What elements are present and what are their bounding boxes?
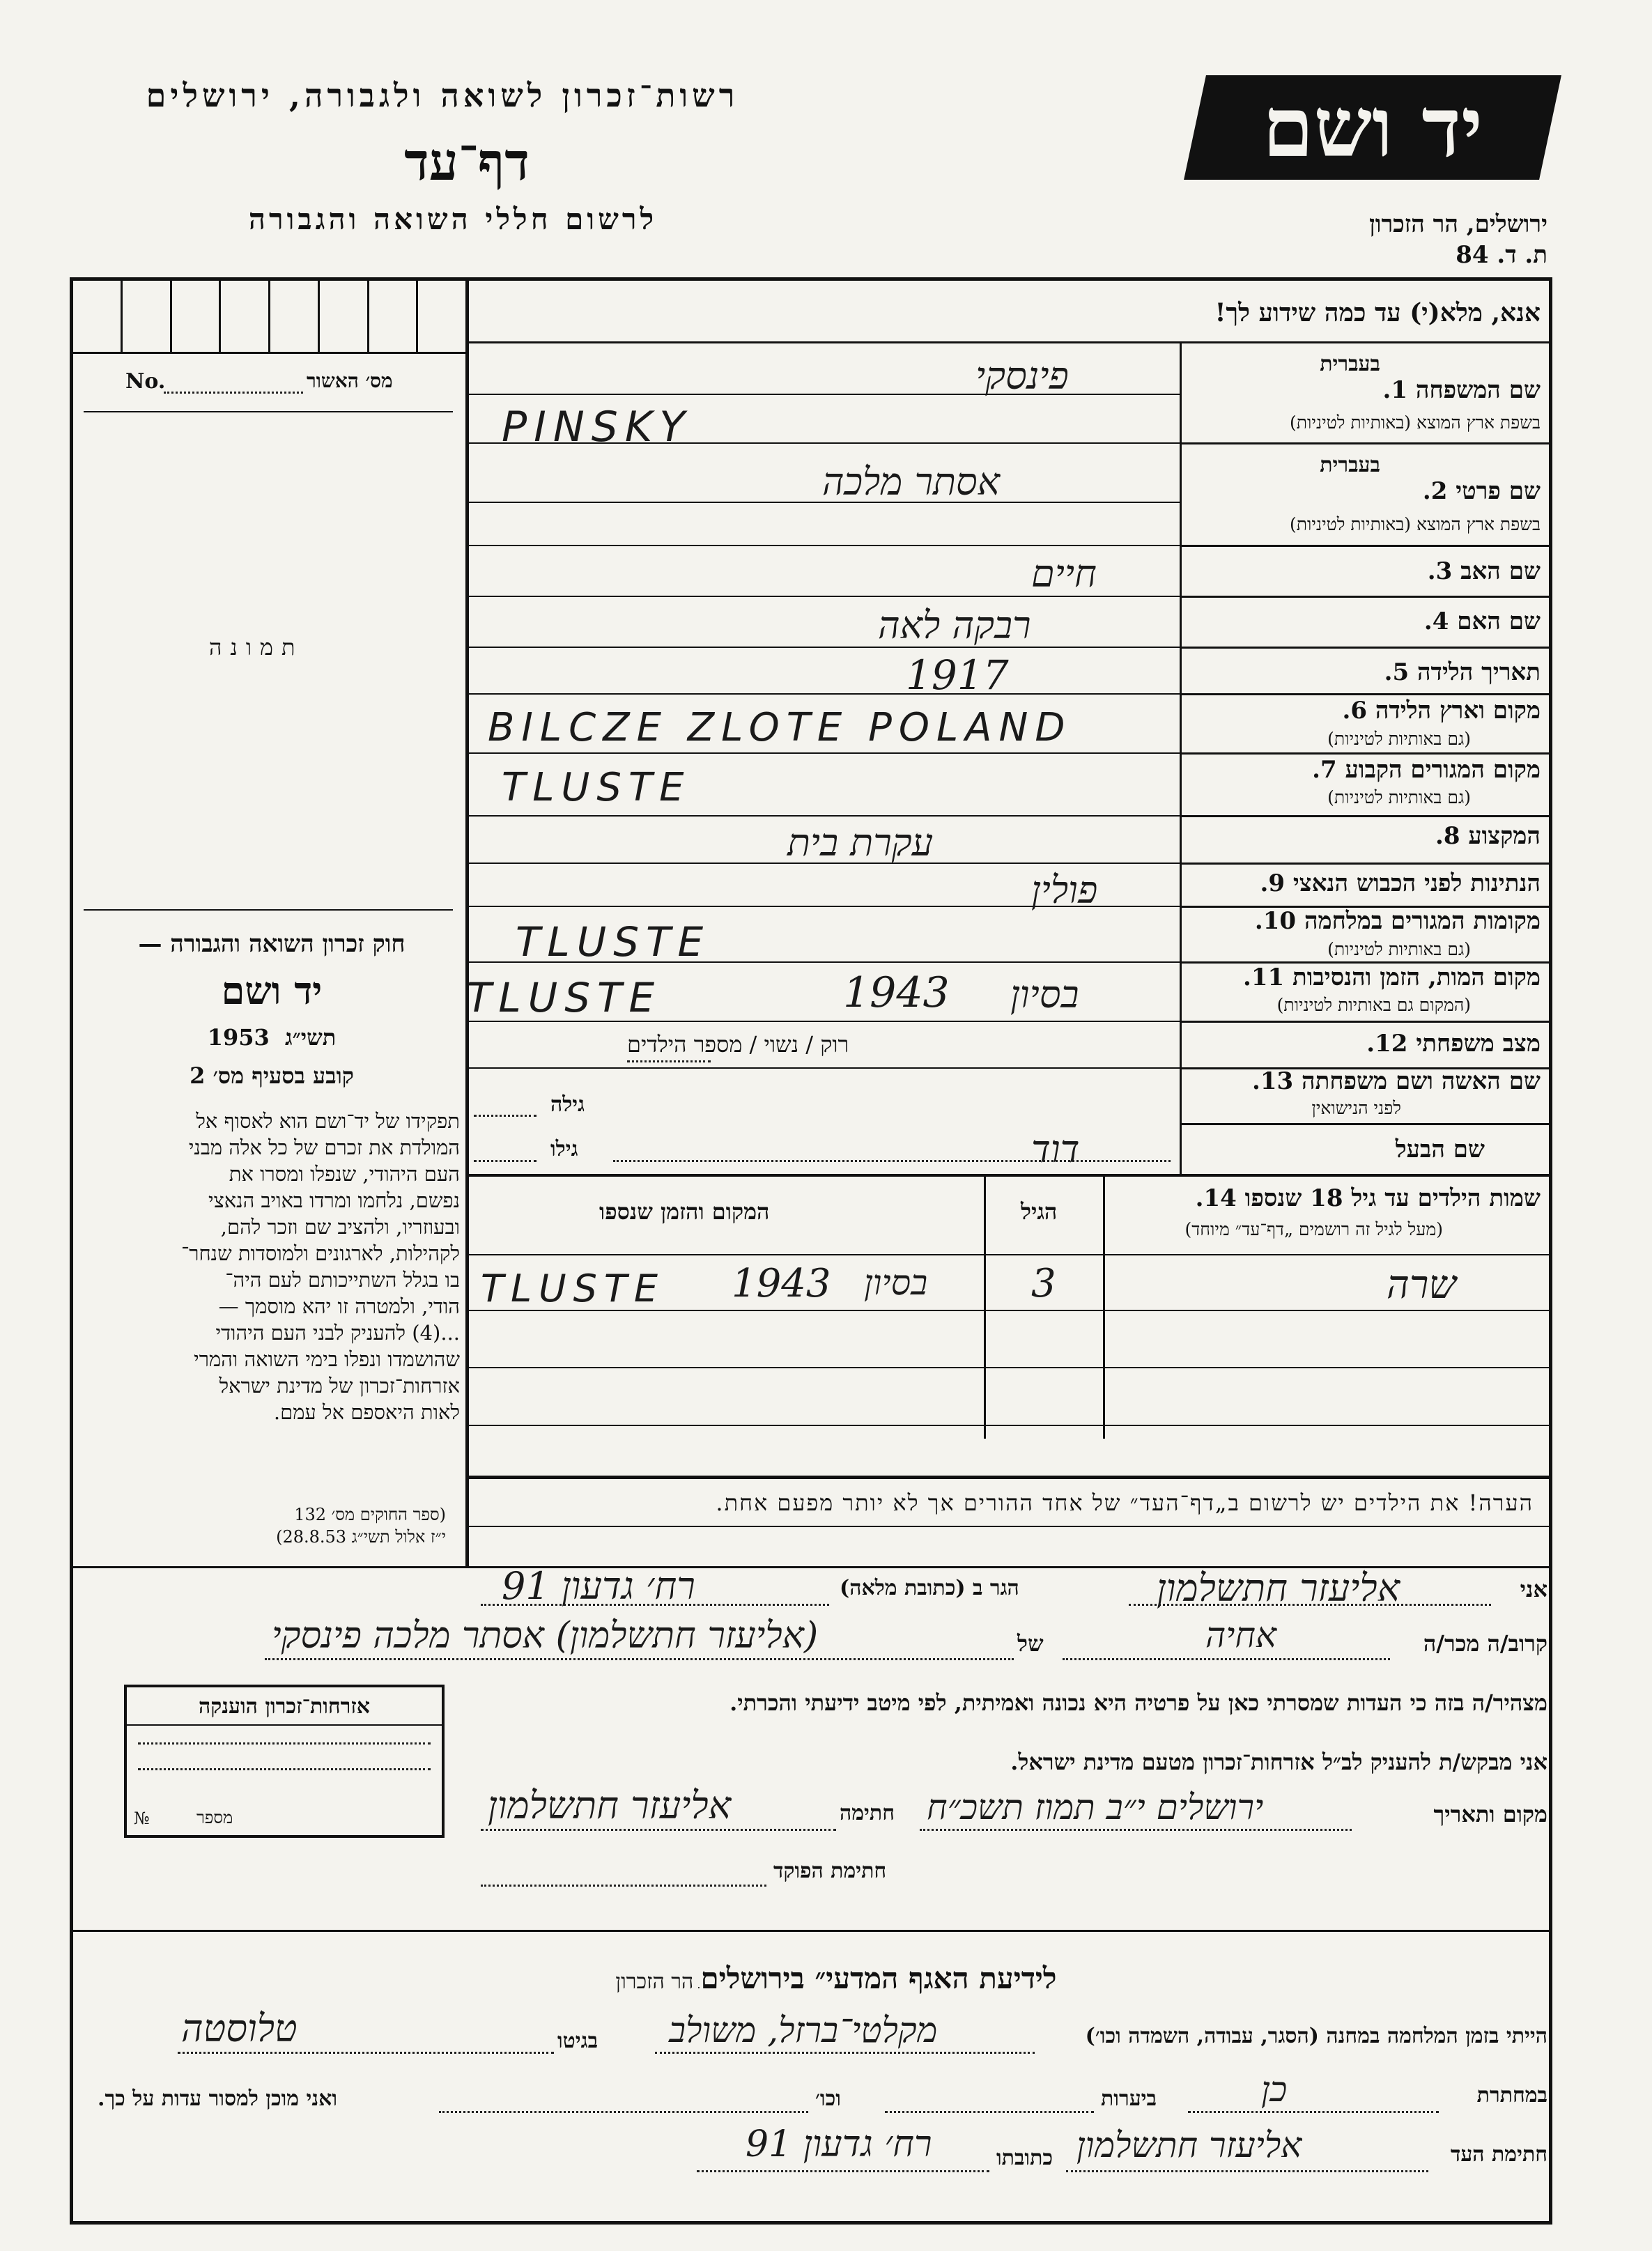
witness-address-label: כתובתו xyxy=(996,2146,1053,2170)
ghetto-value: טלוסטה xyxy=(181,2006,298,2050)
child-place: TLUSTE xyxy=(481,1267,665,1310)
children-sub: (מעל לגיל זה רושמים „דף־עד״ מיוחד) xyxy=(1184,1219,1443,1239)
ready-text: ואני מוכן למסור עדות על כך. xyxy=(98,2087,338,2111)
field7-label: מקום המגורים הקבוע 7. xyxy=(1312,756,1541,784)
field1-latin-value: PINSKY xyxy=(502,403,692,451)
decl-signature-label: חתימה xyxy=(840,1801,895,1825)
field4-label: שם האם 4. xyxy=(1423,608,1541,635)
camp-line: הייתי בזמן המלחמה במחנה (הסגר, עבודה, השמדה וכו׳) xyxy=(1085,2024,1547,2048)
etc-label: וכו׳ xyxy=(815,2087,841,2111)
logo-text: יד ושם xyxy=(1262,79,1483,176)
husband-age-label: גילו xyxy=(550,1137,578,1161)
law-title: חוק זכרון השואה והגבורה — xyxy=(138,930,406,958)
decl-relation: אחיה xyxy=(1205,1615,1277,1655)
field7-value: TLUSTE xyxy=(502,765,691,810)
child-year: 1943 xyxy=(732,1261,831,1306)
decl-ani: אני xyxy=(1520,1576,1547,1602)
field13-label: שם האשה ושם משפחתה 13. xyxy=(1252,1067,1541,1095)
law-ref2: י״ז אלול תשי״ג 28.8.53) xyxy=(276,1527,446,1547)
record-no-label: מס׳ האשור xyxy=(307,369,393,392)
decl-of-value: (אליעזר חתשלמון) אסתר מלכה פינסקי xyxy=(272,1615,819,1657)
field9-label: הנתינות לפני הכבוש הנאצי 9. xyxy=(1260,869,1541,897)
field5-label: תאריך הלידה 5. xyxy=(1384,658,1541,686)
col-age: הגיל xyxy=(1021,1198,1058,1225)
field2-label: שם פרטי 2. xyxy=(1422,477,1541,505)
instruction: אנא, מלא(י) עד כמה שידוע לך! xyxy=(1214,298,1541,327)
authority-title: רשות־זכרון לשואה ולגבורה, ירושלים xyxy=(146,77,739,114)
po-box: ת. ד. 84 xyxy=(1456,241,1547,269)
field5-value: 1917 xyxy=(906,651,1009,699)
field13-sub: לפני הנישואין xyxy=(1311,1098,1401,1118)
field2-lang: בעברית xyxy=(1320,453,1380,477)
hiding-value: כן xyxy=(1261,2069,1288,2110)
citizenship-title: אזרחות־זכרון הוענקה xyxy=(127,1687,442,1726)
decl-place-date-label: מקום ותאריך xyxy=(1433,1801,1547,1827)
husband-label: שם הבעל xyxy=(1395,1136,1485,1163)
footer-title: לידיעת האגף המדעי״ בירושלים. הר הזכרון xyxy=(615,1961,1057,1995)
decl-request: אני מבקש/ת להעניק לב״ל אזרחות־זכרון מטעם מדינת ישראל. xyxy=(1010,1749,1547,1775)
witness-sig-label: חתימת העד xyxy=(1450,2142,1547,2167)
note: הערה! את הילדים יש לרשום ב„דף־העד״ של אחד ההורים אך לא יותר מפעם אחת. xyxy=(716,1490,1534,1516)
field12-options: רוק / נשוי / מספר הילדים xyxy=(627,1031,849,1058)
field10-label: מקומות המגורים במלחמה 10. xyxy=(1254,907,1541,935)
child-month: בסיון xyxy=(864,1262,928,1303)
decl-of: של xyxy=(1017,1630,1044,1657)
field11-value-year: 1943 xyxy=(843,968,950,1017)
field4-value: רבקה לאה xyxy=(878,603,1031,647)
field2-sub: בשפת ארץ המוצא (באותיות לטיניות) xyxy=(1290,514,1541,534)
field11-sub: (המקום גם באותיות לטיניות) xyxy=(1276,995,1471,1015)
field1-label: שם המשפחה 1. xyxy=(1382,376,1541,404)
witness-sig: אליעזר חתשלמון xyxy=(1076,2125,1302,2165)
field1-sub: בשפת ארץ המוצא (באותיות לטיניות) xyxy=(1290,412,1541,433)
decl-signature: אליעזר חתשלמון xyxy=(488,1784,732,1827)
field11-value: TLUSTE xyxy=(467,974,662,1021)
field6-label: מקום וארץ הלידה 6. xyxy=(1342,697,1541,725)
field12-label: מצב משפחתי 12. xyxy=(1366,1030,1541,1058)
field6-value: BILCZE ZLOTE POLAND xyxy=(488,705,1072,750)
yad-vashem-logo xyxy=(1184,75,1561,180)
declarant-name: אליעזר חתשלמון xyxy=(1157,1566,1400,1610)
field1-lang: בעברית xyxy=(1320,352,1380,376)
child-name: שרה xyxy=(1387,1262,1456,1308)
field10-sub: (גם באותיות לטיניות) xyxy=(1327,939,1471,959)
officer-signature-label: חתימת הפוקד xyxy=(773,1859,887,1883)
law-name: יד ושם xyxy=(221,968,323,1013)
photo-label: תמונה xyxy=(209,634,304,660)
camp-value: מקלטי־ברזל, משולב xyxy=(669,2010,938,2050)
field6-sub: (גם באותיות לטיניות) xyxy=(1327,729,1471,749)
field10-value: TLUSTE xyxy=(516,918,711,966)
decl-statement: מצהיר/ה בזה כי העדות שמסרתי כאן על פרטיה היא נכונה ואמיתית, לפי מיטב ידיעתי והכרתי. xyxy=(729,1689,1547,1716)
law-ref1: (ספר החוקים מס׳ 132 xyxy=(294,1505,446,1524)
field11-value-month: בסיון xyxy=(1010,973,1079,1016)
col-place: המקום והזמן שנספו xyxy=(599,1198,770,1225)
decl-residing: הגר ב (כתובת מלאה) xyxy=(840,1576,1019,1600)
citizenship-no-label: מספר xyxy=(196,1808,233,1827)
field1-hebrew-value: פינסקי xyxy=(975,354,1069,398)
husband-value: דוד xyxy=(1031,1127,1080,1171)
field3-value: חיים xyxy=(1031,552,1097,596)
decl-place-date: ירושלים י״ב תמוז תשכ״ח xyxy=(927,1787,1264,1827)
citizenship-no-symbol: № xyxy=(134,1809,150,1828)
forest-label: ביערות xyxy=(1101,2087,1157,2111)
record-no-prefix: No. xyxy=(125,369,166,394)
field3-label: שם האב 3. xyxy=(1427,557,1541,585)
decl-relative: קרוב/ה מכר/ה xyxy=(1423,1630,1547,1657)
field8-label: המקצוע 8. xyxy=(1435,822,1541,850)
ghetto-label: בגיטו xyxy=(557,2029,599,2053)
field7-sub: (גם באותיות לטיניות) xyxy=(1327,787,1471,807)
field8-value: עקרת בית xyxy=(787,821,934,865)
law-clause: קובע בסעיף מס׳ 2 xyxy=(190,1062,354,1089)
form-title: דף־עד xyxy=(404,132,530,192)
citizenship-box xyxy=(124,1685,445,1838)
hiding-label: במחתרת xyxy=(1476,2083,1547,2107)
form-purpose: לרשום חללי השואה והגבורה xyxy=(248,202,658,236)
wife-age-label: גילה xyxy=(550,1092,585,1117)
witness-address: רח׳ גדעון 91 xyxy=(746,2124,932,2165)
field2-hebrew-value: אסתר מלכה xyxy=(822,460,1001,504)
field11-label: מקום המות, הזמן והנסיבות 11. xyxy=(1242,964,1541,991)
child-age: 3 xyxy=(1031,1261,1056,1306)
children-label: שמות הילדים עד גיל 18 שנספו 14. xyxy=(1195,1184,1541,1212)
field9-value: פולין xyxy=(1031,868,1098,912)
law-body: תפקידו של יד־ושם הוא לאסוף אל המולדת את זכרם של כל אלה מבני העם היהודי, שנפלו ומסרו את נפשם, נלחמו ומרדו באויב הנאצי ובעוזריו, ולהציב שם וזכר להם, לקהילות, לארגונים ולמוסדות שנחר־ בו בגלל השתייכותם לעם היה־ הודי, ולמטרה זו יהא מוסמך — ...(4) להעניק לבני העם היהודי שהושמדו ונפלו בימי השואה והמרי אזרחות־זכרון של מדינת ישראל לאות היאספם אל עמם. xyxy=(181,1109,460,1424)
record-boxes xyxy=(73,279,465,352)
address: ירושלים, הר הזכרון xyxy=(1369,210,1547,238)
law-year: תשי״ג 1953 xyxy=(207,1024,337,1051)
decl-address: רח׳ גדעון 91 xyxy=(502,1564,695,1608)
